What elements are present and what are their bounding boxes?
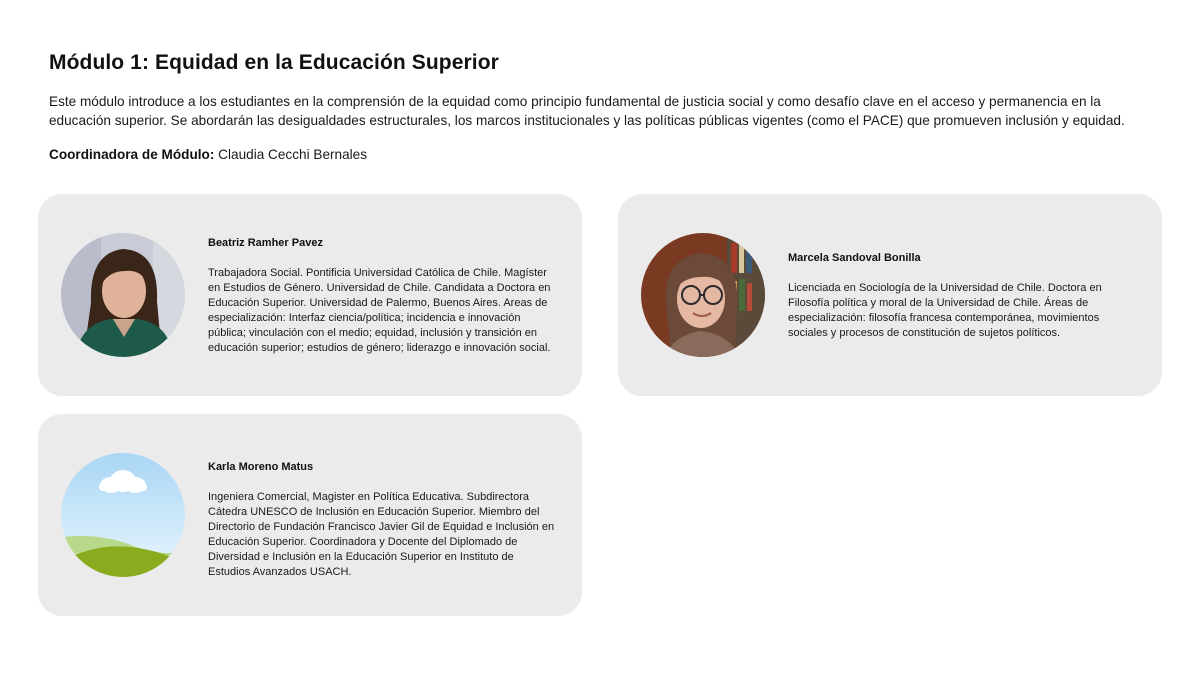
person-card-marcela (618, 194, 1162, 396)
person-bio: Ingeniera Comercial, Magister en Política Educativa. Subdirectora Cátedra UNESCO de Inclusión en Educación Superior. Miembro del Directorio de Fundación Francisco Javier Gil de Equidad e Inclusión en Educación Superior. Coordinadora y Docente del Diplomado de Diversidad e Inclusión en la Educación Superior en Instituto de Estudios Avanzados USACH. (208, 491, 555, 578)
person-name: Beatriz Ramher Pavez (208, 237, 323, 249)
person-bio: Trabajadora Social. Pontificia Universidad Católica de Chile. Magíster en Estudios de Género. Universidad de Chile. Candidata a Doctora en Educación Superior. Universidad de Palermo, Buenos Aires. Areas de especialización: Interfaz ciencia/política; incidencia e innovación pública; vinculación con el medio; equidad, inclusión y transición en educación superior; estudios de género; liderazgo e innovación social. (208, 267, 551, 354)
coordinator-name: Claudia Cecchi Bernales (218, 147, 368, 162)
avatar (61, 453, 185, 577)
module-description: Este módulo introduce a los estudiantes en la comprensión de la equidad como principio fundamental de justicia social y como desafío clave en el acceso y permanencia en la educación superior. Se abordarán las desigualdades estructurales, los marcos institucionales y las políticas públicas vigentes (como el PACE) que promueven inclusión y equidad. (49, 94, 1125, 128)
person-info (208, 460, 558, 580)
landscape-placeholder-icon (61, 453, 185, 577)
person-name: Marcela Sandoval Bonilla (788, 252, 921, 264)
person-name: Karla Moreno Matus (208, 461, 314, 473)
coordinator-label: Coordinadora de Módulo: (49, 147, 215, 162)
person-card-beatriz (38, 194, 582, 396)
avatar (641, 233, 765, 357)
person-info (788, 251, 1138, 341)
person-card-karla (38, 414, 582, 616)
person-info (208, 236, 558, 356)
portrait-photo (641, 233, 765, 357)
module-coordinator (49, 147, 367, 162)
avatar (61, 233, 185, 357)
page-title: Módulo 1: Equidad en la Educación Superior (49, 51, 499, 75)
portrait-photo (61, 233, 185, 357)
person-bio: Licenciada en Sociología de la Universidad de Chile. Doctora en Filosofía política y moral de la Universidad de Chile. Áreas de especialización: filosofía francesa contemporánea, movimientos sociales y procesos de constitución de sujetos políticos. (788, 282, 1102, 339)
